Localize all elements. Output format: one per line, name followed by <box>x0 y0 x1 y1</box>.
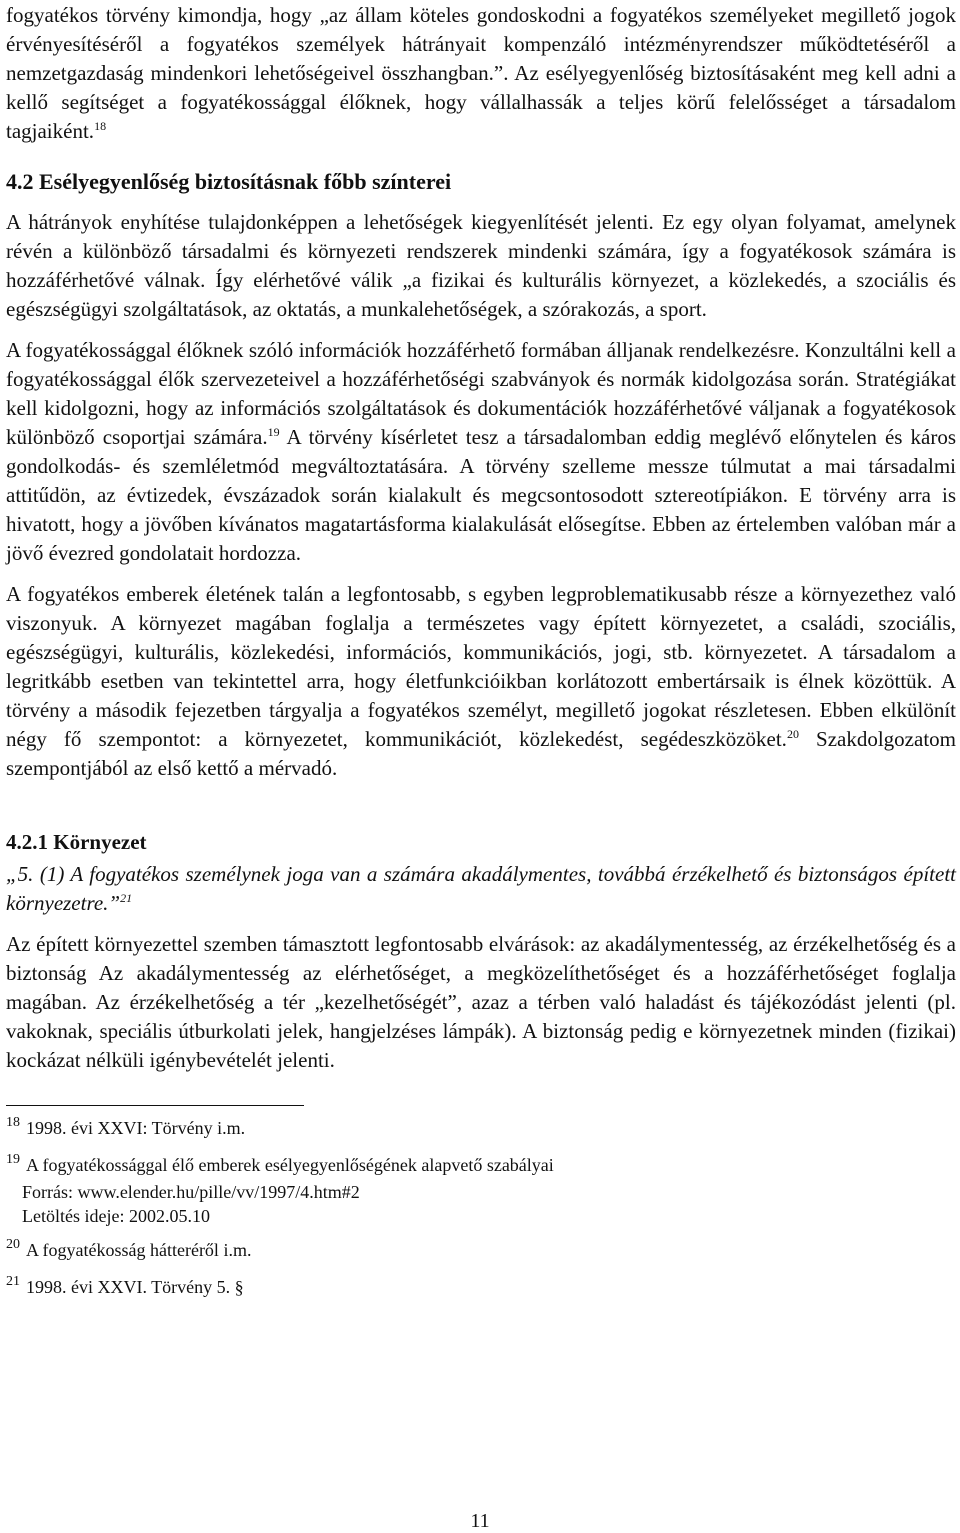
footnote-19-download-date: Letöltés ideje: 2002.05.10 <box>22 1206 210 1226</box>
footnote-number: 21 <box>6 1274 20 1289</box>
section-heading-4-2: 4.2 Esélyegyenlőség biztosításnak főbb színterei <box>6 169 452 194</box>
footnote-ref-18[interactable]: 18 <box>94 119 107 133</box>
footnote-ref-21[interactable]: 21 <box>120 891 133 905</box>
footnote-separator <box>6 1105 304 1106</box>
footnote-19-source: Forrás: www.elender.hu/pille/vv/1997/4.htm#2 <box>22 1182 360 1202</box>
footnote-number: 18 <box>6 1115 20 1130</box>
footnote-21 <box>6 1275 956 1302</box>
footnotes <box>6 1116 956 1302</box>
footnote-text: A fogyatékossággal élő emberek esélyegyenlőségének alapvető szabályai <box>26 1155 554 1175</box>
footnote-text: A fogyatékosság hátteréről i.m. <box>26 1240 252 1260</box>
paragraph-intro-text: fogyatékos törvény kimondja, hogy „az állam köteles gondoskodni a fogyatékos személyeket megillető jogok érvényesítéséről a fogyatékos személyek hátrányait kompenzáló intézményrendszer működtetéséről a nemzetgazdaság mindenkori lehetőségeivel összhangban.”. Az esélyegyenlőség biztosításaként meg kell adni a kellő segítséget a fogyatékossággal élőknek, hogy vállalhassák a teljes körű felelősséget a társadalom tagjaiként. <box>6 3 956 143</box>
paragraph-information-access <box>6 336 956 568</box>
paragraph-intro <box>6 1 956 146</box>
paragraph-built-environment: Az épített környezettel szemben támasztott legfontosabb elvárások: az akadálymentesség, az érzékelhetőség és a biztonság Az akadálymentesség az elérhetőséget, a megközelíthetőséget és a hozzáférhetőséget foglalja magában. Az érzékelhetőség a tér „kezelhetőségét”, azaz a térben való haladást és tájékozódást jelenti (pl. vakoknak, speciális útburkolati jelek, hangjelzéses lámpák). A biztonság pedig e környezetnek minden (fizikai) kockázat nélküli igénybevételét jelenti. <box>6 932 956 1072</box>
paragraph-environment-text-b: Szakdolgozatom szempontjából az első kettő a mérvadó. <box>6 727 956 780</box>
paragraph-environment-text-a: A fogyatékos emberek életének talán a legfontosabb, s egyben legproblematikusabb része a környezethez való viszonyuk. A környezet magában foglalja a természetes vagy épített környezetet, a családi, szociális, egészségügyi, kulturális, közlekedési, információs, kommunikációs, jogi, stb. környezetet. A társadalom a legritkább esetben van tekintettel arra, hogy életfunkcióikban korlátozott embertársaik is élnek közöttük. A törvény a második fejezetben tárgyalja a fogyatékos személyt, megillető jogokat részletesen. Ebben elkülönít négy fő szempontot: a környezetet, kommunikációt, közlekedést, segédeszközöket. <box>6 582 956 751</box>
footnote-number: 19 <box>6 1152 20 1167</box>
document-page <box>6 0 956 1302</box>
footnote-ref-20[interactable]: 20 <box>786 727 799 741</box>
footnote-text: 1998. évi XXVI. Törvény 5. § <box>26 1277 244 1297</box>
paragraph-environment <box>6 580 956 783</box>
law-quotation <box>6 860 956 918</box>
footnote-20 <box>6 1238 956 1265</box>
page-number: 11 <box>470 1510 490 1532</box>
footnote-ref-19[interactable]: 19 <box>267 425 280 439</box>
paragraph-information-access-text-b: A törvény kísérletet tesz a társadalomban eddig meglévő előnytelen és káros gondolkodás- és szemléletmód megváltoztatására. A törvény szelleme messze túlmutat a mai társadalmi attitűdön, az évtizedek, évszázadok során kialakult és megcsontosodott sztereotípiákon. E törvény arra is hivatott, hogy a jövőben kívánatos magatartásforma kialakulását elősegítse. Ebben az értelemben valóban már a jövő évezred gondolatait hordozza. <box>6 425 956 565</box>
law-quotation-text: „5. (1) A fogyatékos személynek joga van a számára akadálymentes, továbbá érzékelhető és biztonságos épített környezetre.” <box>6 862 956 915</box>
paragraph-equal-opportunity: A hátrányok enyhítése tulajdonképpen a lehetőségek kiegyenlítését jelenti. Ez egy olyan folyamat, amelynek révén a különböző társadalmi és környezeti rendszerek mindenki számára, így a fogyatékosok számára is hozzáférhetővé válnak. Így elérhetővé válik „a fizikai és kulturális környezet, a közlekedés, a szociális és egészségügyi szolgáltatások, az oktatás, a munkalehetőségek, a szórakozás, a sport. <box>6 210 956 321</box>
section-heading-4-2-1: 4.2.1 Környezet <box>6 830 147 854</box>
footnote-text: 1998. évi XXVI: Törvény i.m. <box>26 1118 246 1138</box>
footnote-18 <box>6 1116 956 1143</box>
footnote-number: 20 <box>6 1237 20 1252</box>
footnote-19 <box>6 1153 956 1180</box>
paragraph-information-access-text-a: A fogyatékossággal élőknek szóló információk hozzáférhető formában álljanak rendelkezésre. Konzultálni kell a fogyatékossággal élők szervezeteivel a hozzáférhetőségi szabványok és normák kidolgozása során. Stratégiákat kell kidolgozni, hogy az információs szolgáltatások és dokumentációk hozzáférhetővé váljanak a fogyatékosok különböző csoportjai számára. <box>6 338 956 449</box>
